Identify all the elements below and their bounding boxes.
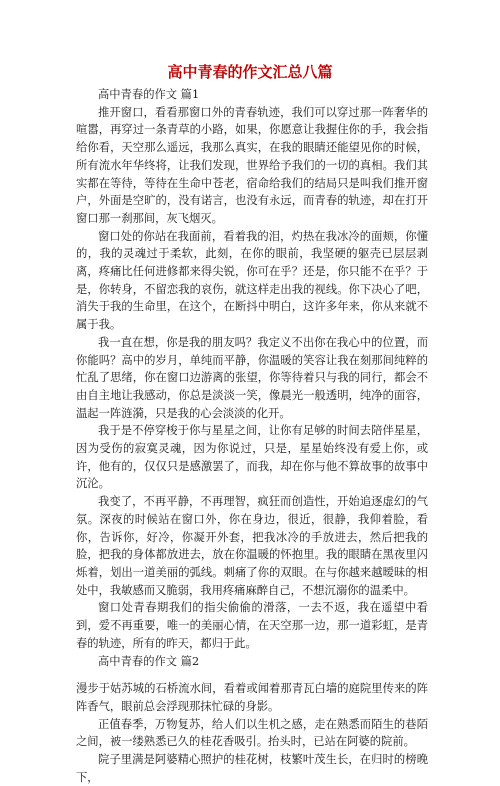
section-heading: 高中青春的作文 篇2 — [98, 654, 200, 668]
paragraph: 正值春季，万物复苏，给人们以生机之感，走在熟悉而陌生的巷陌之间，被一缕熟悉已久的桂花香吸引。抬头时，已站在阿婆的院前。 — [76, 717, 428, 749]
section-heading: 高中青春的作文 篇1 — [98, 88, 200, 101]
spacer — [76, 670, 428, 680]
paragraph: 窗口处的你站在我面前，看着我的泪，灼热在我冰冷的面颊，你懂的，我的灵魂过于柔软，此刻，在你的眼前，我坚硬的躯壳已层层剥离，疼痛比任何进修都来得尖锐，你可在乎？还是，你只能不在乎？于是，你转身，不留恋我的哀伤，就这样走出我的视线。你下决心了吧，消失于我的生命里，在这个，在断抖中明白，这许多年来，你从来就不属于我。 — [76, 229, 428, 332]
paragraph: 推开窗口，看看那窗口外的青春轨迹，我们可以穿过那一阵奢华的喧嚣，再穿过一条青草的小路，如果，你愿意让我握住你的手，我会指给你看，天空那么遥远，我那么真实，在我的眼睛还能望见你的时候，所有流水年华终将，让我们发现，世界给予我们的一切的真相。我们其实都在等待，等待在生命中苍老，宿命给我们的结局只是叫我们推开窗户，外面是空旷的，没有诺言，也没有永远，而青春的轨迹，却在打开窗口那一刹那间，灰飞烟灭。 — [76, 105, 428, 225]
document-title: 高中青春的作文汇总八篇 — [167, 63, 333, 81]
paragraph: 我一直在想，你是我的朋友吗？我定义不出你在我心中的位置，而你能吗？高中的岁月，单纯而平静，你温暖的笑容让我在刻那间纯粹的忙乱了思绪，你在窗口边游离的张望，你等待着只与我的同行，都会不由自主地让我感动，你总是淡淡一笑，像晨光一般透明，纯净的面容，温起一阵涟漪，只是我的心会淡淡的化开。 — [76, 335, 428, 420]
paragraph: 我于是不停穿梭于你与星星之间，让你有足够的时间去陪伴星星，因为受伤的寂寞灵魂，因为你说过，只是，星星始终没有爱上你，或许，他有的，仅仅只是感激罢了，而我，却在你与他不算故事的故事中沉沦。 — [76, 424, 428, 491]
document-body — [76, 86, 428, 786]
paragraph: 漫步于姑苏城的石桥流水间，看着或闻着那青瓦白墙的庭院里传来的阵阵香气，眼前总会浮现那抹忙碌的身影。 — [76, 682, 428, 713]
paragraph: 院子里满是阿婆精心照护的桂花树，枝繁叶茂生长，在归时的榜晚下， — [76, 753, 428, 784]
paragraph: 窗口处青春期我们的指尖偷偷的滑落，一去不返，我在遥望中看到，爱不再重要，唯一的美丽心情，在天空那一边，那一道彩虹，是青春的轨迹，所有的昨天，都归于此。 — [76, 601, 428, 650]
paragraph: 我变了，不再平静，不再理智，疯狂而创造性，开始追逐虚幻的气氛。深夜的时候站在窗口外，你在身边，很近，很静，我仰着脸，看你，告诉你，好冷，你凝开外套，把我冰冷的手放进去，然后把我的脸，把我的身体都放进去，放在你温暖的怀抱里。我的眼睛在黑夜里闪烁着，划出一道美丽的弧线。刺痛了你的双眼。在与你越来越暧昧的相处中，我敏感而又脆弱，我用疼痛麻醉自己，不想沉溺你的温柔中。 — [76, 495, 428, 597]
